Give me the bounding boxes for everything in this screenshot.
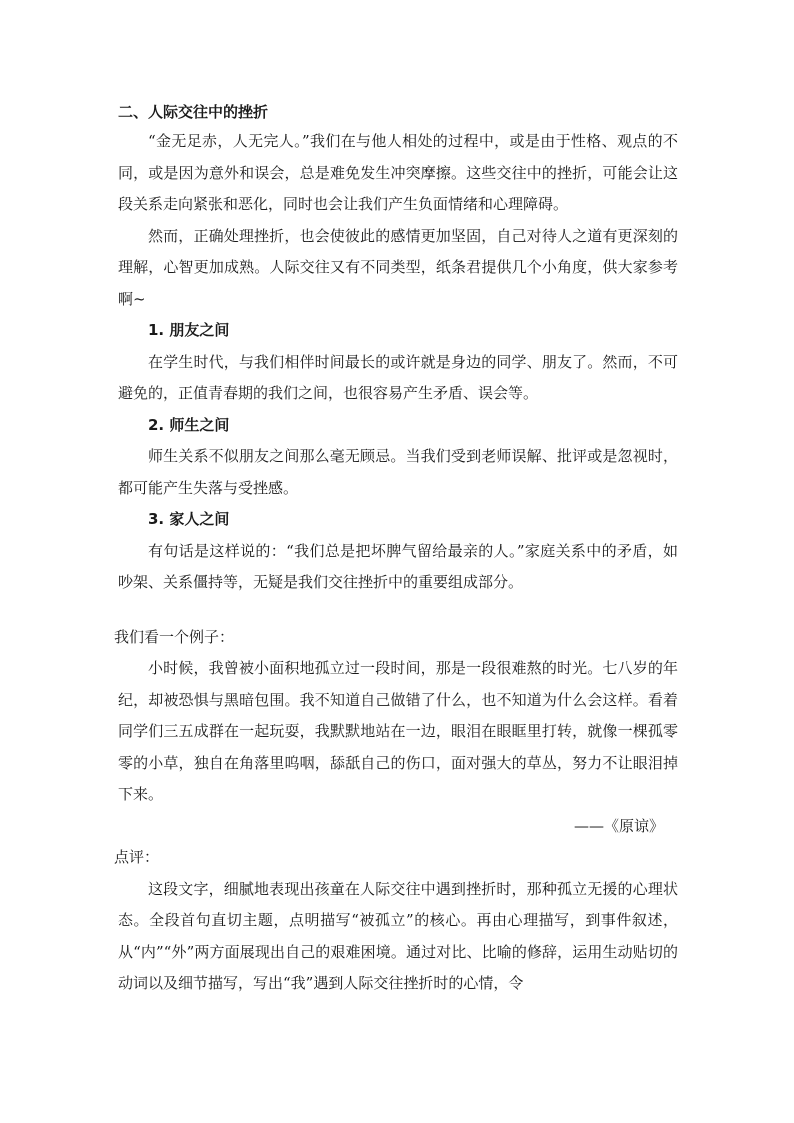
friends-paragraph: 在学生时代，与我们相伴时间最长的或许就是身边的同学、朋友了。然而，不可避免的，正值青春期的我们之间，也很容易产生矛盾、误会等。 bbox=[118, 352, 678, 402]
paragraph-gap bbox=[118, 599, 678, 622]
comment-label: 点评： bbox=[114, 848, 160, 866]
example-source: ——《原谅》 bbox=[573, 816, 664, 835]
subheading-family: 3. 家人之间 bbox=[148, 510, 230, 528]
subheading-friends: 1. 朋友之间 bbox=[148, 321, 230, 339]
document-body bbox=[114, 98, 678, 1000]
family-paragraph: 有句话是这样说的：“我们总是把坏脾气留给最亲的人。”家庭关系中的矛盾，如吵架、关系僵持等，无疑是我们交往挫折中的重要组成部分。 bbox=[118, 541, 678, 591]
however-paragraph: 然而，正确处理挫折，也会使彼此的感情更加坚固，自己对待人之道有更深刻的理解，心智更加成熟。人际交往又有不同类型，纸条君提供几个小角度，供大家参考啊~ bbox=[118, 226, 678, 308]
example-label: 我们看一个例子： bbox=[114, 627, 235, 646]
example-quote: 小时候，我曾被小面积地孤立过一段时间，那是一段很难熬的时光。七八岁的年纪，却被恐惧与黑暗包围。我不知道自己做错了什么，也不知道为什么会这样。看着同学们三五成群在一起玩耍，我默默地站在一边，眼泪在眼眶里打转，就像一棵孤零零的小草，独自在角落里呜咽，舔舐自己的伤口，面对强大的草丛，努力不让眼泪掉下来。 bbox=[118, 659, 678, 803]
comment-paragraph: 这段文字，细腻地表现出孩童在人际交往中遇到挫折时，那种孤立无援的心理状态。全段首句直切主题，点明描写“被孤立”的核心。再由心理描写，到事件叙述，从“内”“外”两方面展现出自己的艰难困境。通过对比、比喻的修辞，运用生动贴切的动词以及细节描写，写出“我”遇到人际交往挫折时的心情，令 bbox=[118, 879, 678, 992]
subheading-teacher-student: 2. 师生之间 bbox=[148, 415, 230, 434]
intro-paragraph: “金无足赤，人无完人。”我们在与他人相处的过程中，或是由于性格、观点的不同，或是因为意外和误会，总是难免发生冲突摩擦。这些交往中的挫折，可能会让这段关系走向紧张和恶化，同时也会让我们产生负面情绪和心理障碍。 bbox=[118, 132, 678, 213]
section-title: 二、人际交往中的挫折 bbox=[118, 103, 269, 121]
teacher-student-paragraph: 师生关系不似朋友之间那么毫无顾忌。当我们受到老师误解、批评或是忽视时，都可能产生失落与受挫感。 bbox=[118, 447, 678, 497]
